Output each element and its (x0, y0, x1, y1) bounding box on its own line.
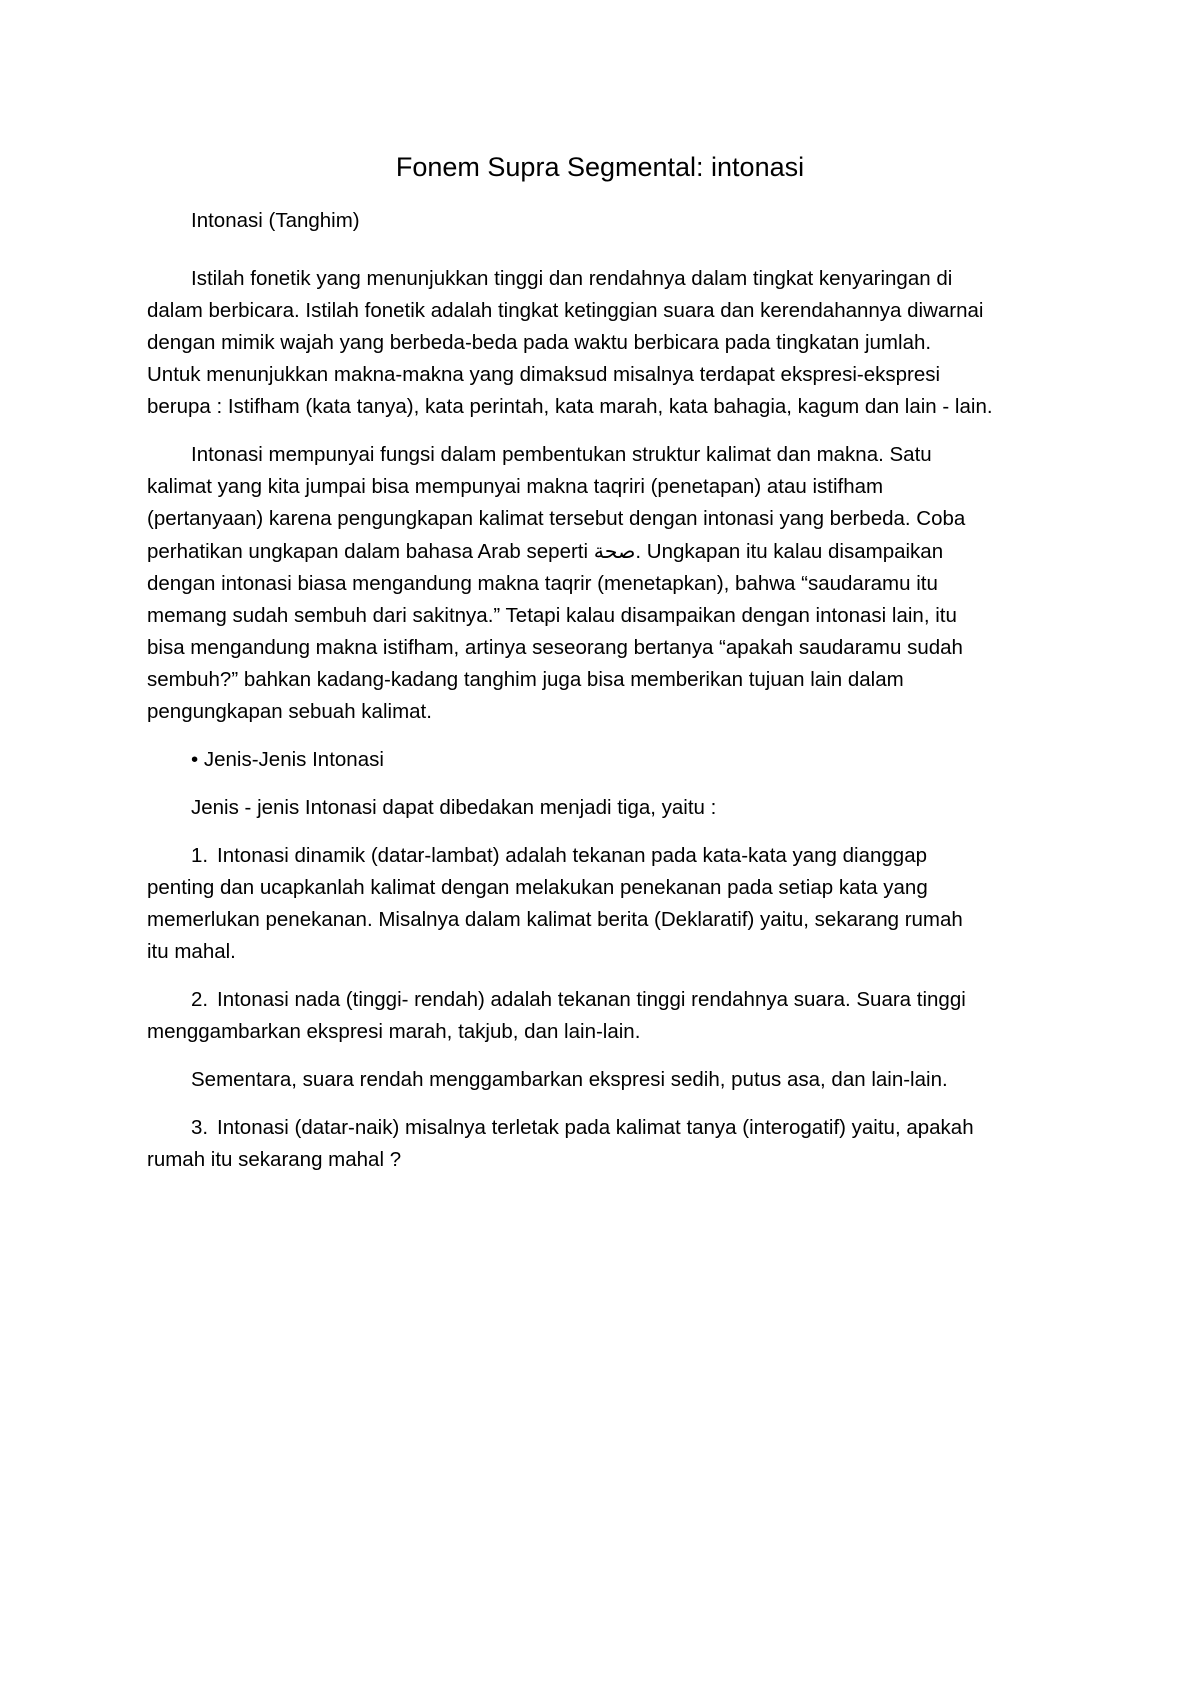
text-line: memang sudah sembuh dari sakitnya.” Tetapi kalau disampaikan dengan intonasi lain, itu (147, 604, 957, 627)
text-line: pengungkapan sebuah kalimat. (147, 700, 432, 723)
list-item-3 (147, 1112, 1067, 1176)
text-line: Untuk menunjukkan makna-makna yang dimaksud misalnya terdapat ekspresi-ekspresi (147, 363, 941, 386)
list-item-2-note (147, 1064, 1067, 1096)
text-line: dengan mimik wajah yang berbeda-beda pada waktu berbicara pada tingkatan jumlah. (147, 331, 932, 354)
list-item-first-line (147, 984, 1067, 1016)
section-subtitle: Intonasi (Tanghim) (191, 209, 360, 232)
text-line: bisa mengandung makna istifham, artinya seseorang bertanya “apakah saudaramu sudah (147, 636, 963, 659)
text-segment: Intonasi dinamik (datar-lambat) adalah tekanan pada kata-kata yang dianggap (217, 844, 927, 867)
list-number: 2. (191, 988, 209, 1011)
text-segment: . Ungkapan itu kalau disampaikan (635, 540, 944, 563)
list-item-first-line (147, 840, 1067, 872)
text-line: kalimat yang kita jumpai bisa mempunyai makna taqriri (penetapan) atau istifham (147, 475, 884, 498)
text-line: memerlukan penekanan. Misalnya dalam kalimat berita (Deklaratif) yaitu, sekarang rumah (147, 908, 963, 931)
types-intro-text: Jenis - jenis Intonasi dapat dibedakan menjadi tiga, yaitu : (191, 796, 717, 819)
text-line: dengan intonasi biasa mengandung makna taqrir (menetapkan), bahwa “saudaramu itu (147, 572, 938, 595)
paragraph-function (147, 439, 1067, 728)
list-item-1 (147, 840, 1067, 968)
bullet-heading (147, 744, 1067, 776)
text-line: penting dan ucapkanlah kalimat dengan melakukan penekanan pada setiap kata yang (147, 876, 928, 899)
text-line: (pertanyaan) karena pengungkapan kalimat tersebut dengan intonasi yang berbeda. Coba (147, 507, 966, 530)
text-segment: perhatikan ungkapan dalam bahasa Arab seperti (147, 540, 594, 563)
text-line: menggambarkan ekspresi marah, takjub, dan lain-lain. (147, 1020, 641, 1043)
text-line: Intonasi mempunyai fungsi dalam pembentukan struktur kalimat dan makna. Satu (191, 443, 932, 466)
text-segment: Intonasi nada (tinggi- rendah) adalah tekanan tinggi rendahnya suara. Suara tinggi (217, 988, 966, 1011)
text-line: itu mahal. (147, 940, 236, 963)
list-item-2 (147, 984, 1067, 1048)
text-line: Istilah fonetik yang menunjukkan tinggi dan rendahnya dalam tingkat kenyaringan di (191, 267, 953, 290)
text-line: rumah itu sekarang mahal ? (147, 1148, 402, 1171)
bullet-heading-text: • Jenis-Jenis Intonasi (191, 748, 384, 771)
text-segment: Intonasi (datar-naik) misalnya terletak pada kalimat tanya (interogatif) yaitu, apakah (217, 1116, 974, 1139)
text-line-with-arabic (147, 535, 1067, 568)
text-line: berupa : Istifham (kata tanya), kata perintah, kata marah, kata bahagia, kagum dan lain - lain. (147, 395, 993, 418)
document-body (147, 205, 1067, 1192)
text-line: dalam berbicara. Istilah fonetik adalah tingkat ketinggian suara dan kerendahannya diwarnai (147, 299, 984, 322)
list-number: 3. (191, 1116, 209, 1139)
arabic-word: صحة (593, 539, 636, 563)
text-line: sembuh?” bahkan kadang-kadang tanghim juga bisa memberikan tujuan lain dalam (147, 668, 904, 691)
list-number: 1. (191, 844, 209, 867)
list-item-first-line (147, 1112, 1067, 1144)
types-intro (147, 792, 1067, 824)
paragraph-definition (147, 263, 1067, 423)
text-line: Sementara, suara rendah menggambarkan ekspresi sedih, putus asa, dan lain-lain. (191, 1068, 948, 1091)
document-title: Fonem Supra Segmental: intonasi (395, 152, 805, 182)
